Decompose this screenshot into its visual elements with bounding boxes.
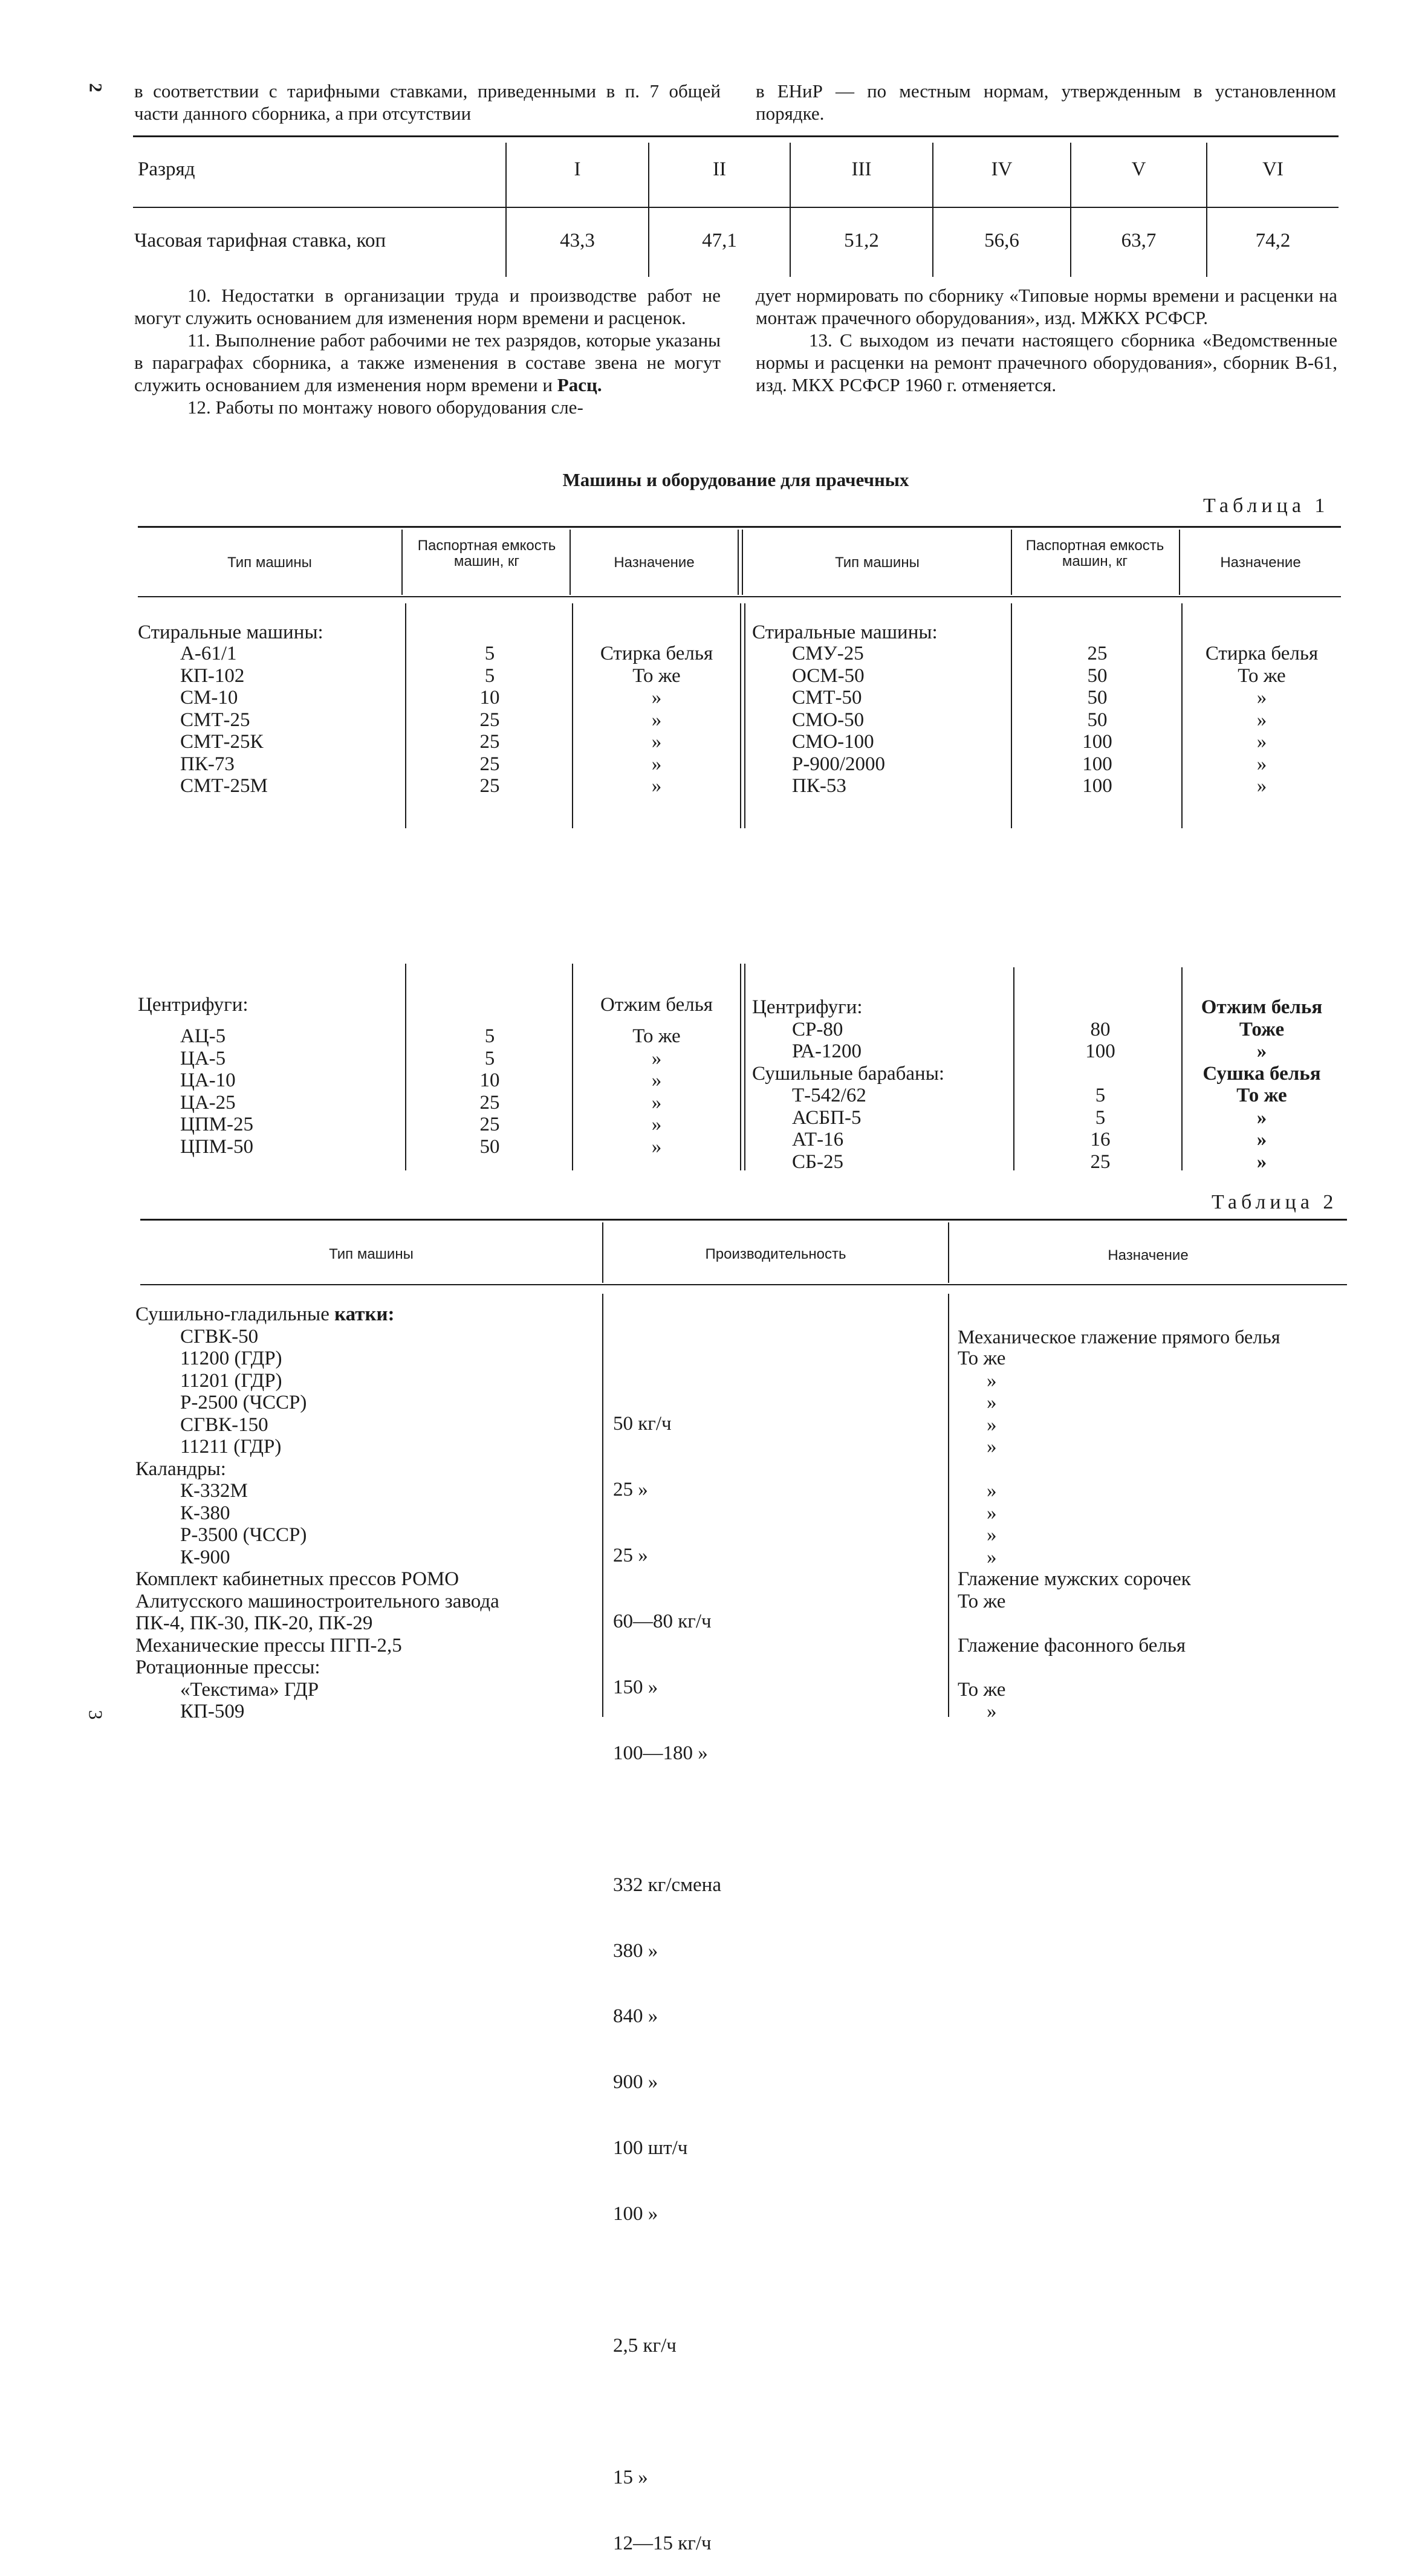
t2-row-name: ПК-4, ПК-30, ПК-20, ПК-29 — [135, 1612, 373, 1634]
t1-header-purpose-right: Назначение — [1220, 554, 1301, 571]
purpose-value: » — [1256, 753, 1267, 775]
t1-header-type-right: Тип машины — [835, 554, 920, 571]
machine-name: АСБП-5 — [792, 1106, 862, 1129]
capacity-value: 50 — [1087, 709, 1108, 731]
t2-row-prod: 15 » — [613, 2466, 648, 2488]
capacity-value: 25 — [479, 709, 500, 731]
purpose-value: То же — [1236, 1085, 1287, 1106]
t2-row-name: К-332М — [180, 1480, 248, 1502]
t2-header-purpose: Назначение — [1108, 1247, 1189, 1264]
purpose-value: » — [1256, 1040, 1267, 1062]
rate-4: 56,6 — [984, 230, 1019, 251]
t2-row-name: 11201 (ГДР) — [180, 1369, 282, 1392]
t2-row-name: Алитусского машиностроительного завода — [135, 1590, 499, 1612]
machine-name: РА-1200 — [792, 1040, 862, 1062]
capacity-value: 100 — [1082, 731, 1112, 753]
machine-name: Р-900/2000 — [792, 753, 886, 775]
t2-row-purpose: » — [987, 1546, 997, 1568]
capacity-value: 16 — [1090, 1129, 1111, 1150]
t2-row-purpose: » — [987, 1413, 997, 1436]
t2-row-purpose: То же — [958, 1348, 1006, 1369]
t2-row-prod: 900 » — [613, 2071, 658, 2094]
t2-row-name: Сушильно-гладильные катки: — [135, 1303, 395, 1325]
purpose-value: » — [651, 1114, 662, 1135]
machine-name: ЦА-25 — [180, 1091, 236, 1114]
t2-row-prod: 25 » — [613, 1545, 648, 1567]
grade-row-label: Разряд — [138, 158, 195, 180]
purpose-value: » — [651, 687, 662, 709]
t2-row-purpose: То же — [958, 1678, 1006, 1701]
t2-row-name: 11200 (ГДР) — [180, 1348, 282, 1369]
page-mark-bottom: 3 — [85, 1710, 107, 1720]
t2-row-purpose — [958, 1458, 1345, 1481]
purpose-value: » — [1256, 775, 1267, 797]
capacity-value: 10 — [479, 1069, 500, 1091]
capacity-value: 5 — [484, 1047, 495, 1069]
t2-row-name: Каландры: — [135, 1458, 226, 1480]
t1-names-washers-right — [792, 643, 885, 797]
t2-row-name: СГВК-150 — [180, 1413, 268, 1436]
machine-name: АЦ-5 — [180, 1025, 226, 1047]
t2-row-name: К-900 — [180, 1546, 230, 1568]
machine-name: ПК-53 — [792, 775, 846, 797]
t2-row-prod: 100 » — [613, 2203, 658, 2225]
t1-names-washers-left — [180, 643, 268, 797]
purpose-value: » — [651, 1135, 662, 1158]
purpose-value: Сушка белья — [1202, 1062, 1321, 1085]
t2-row-purpose: » — [987, 1524, 997, 1546]
t1-purposes-washers-right — [1183, 643, 1341, 797]
capacity-value: 50 — [1087, 664, 1108, 687]
t2-row-purpose — [958, 1612, 1345, 1635]
capacity-value: 100 — [1082, 753, 1112, 775]
t1-group-washers-right: Стиральные машины: — [752, 621, 938, 643]
machine-name: КП-102 — [180, 664, 245, 687]
capacity-value: 25 — [479, 775, 500, 797]
machine-name: ЦА-10 — [180, 1069, 236, 1091]
t2-row-prod — [613, 1808, 946, 1831]
t2-row-purpose: » — [987, 1502, 997, 1524]
purpose-value: » — [651, 1047, 662, 1069]
t2-row-prod — [613, 1347, 946, 1369]
t2-header-type: Тип машины — [329, 1246, 414, 1262]
t2-names — [135, 1303, 601, 1723]
t2-row-prod — [613, 2401, 946, 2423]
t2-row-name: КП-509 — [180, 1701, 245, 1722]
machine-name: СМ-10 — [180, 687, 238, 709]
machine-name: СМТ-25К — [180, 731, 264, 753]
t2-row-prod: 100 шт/ч — [613, 2137, 688, 2159]
rate-6: 74,2 — [1255, 230, 1291, 251]
machine-name: ЦПМ-50 — [180, 1135, 253, 1158]
group-label: Центрифуги: — [752, 996, 863, 1018]
rate-1: 43,3 — [560, 230, 595, 251]
paragraphs-left — [134, 284, 721, 418]
purpose-value: » — [1256, 731, 1267, 753]
t2-row-purpose — [958, 1656, 1345, 1679]
t2-row-prod: 332 кг/смена — [613, 1874, 721, 1896]
t2-row-prod: 12—15 кг/ч — [613, 2532, 712, 2554]
t1-group-washers-left: Стиральные машины: — [138, 621, 323, 643]
t2-row-prod: 100—180 » — [613, 1742, 708, 1764]
t1-header-type-left: Тип машины — [227, 554, 312, 571]
paragraphs-right — [756, 284, 1337, 396]
capacity-value: 100 — [1082, 775, 1112, 797]
t2-row-purpose: Глажение фасонного белья — [958, 1634, 1186, 1656]
machine-name: ЦА-5 — [180, 1047, 226, 1069]
t2-row-purpose: » — [987, 1701, 997, 1722]
t2-row-name: Р-3500 (ЧССР) — [180, 1524, 307, 1546]
capacity-value: 5 — [484, 643, 495, 664]
grade-4: IV — [991, 158, 1013, 180]
purpose-value: Отжим белья — [1201, 996, 1323, 1018]
paragraph-10: 10. Недостатки в организации труда и производстве работ не могут служить основанием для изменения норм времени и расценок. — [134, 285, 721, 328]
t2-row-purpose: » — [987, 1436, 997, 1458]
page-mark-top: 2 — [85, 83, 106, 92]
grade-2: II — [713, 158, 726, 180]
capacity-value: 25 — [1090, 1150, 1111, 1173]
t2-row-purpose: » — [987, 1392, 997, 1413]
purpose-value: Стирка белья — [600, 643, 713, 664]
t2-row-prod: 60—80 кг/ч — [613, 1611, 712, 1633]
capacity-value: 25 — [479, 753, 500, 775]
t2-row-name: «Текстима» ГДР — [180, 1678, 319, 1701]
t1-names-lower-right — [752, 996, 944, 1173]
purpose-value: » — [651, 731, 662, 753]
capacity-value: 5 — [484, 1025, 495, 1047]
rate-5: 63,7 — [1121, 230, 1157, 251]
capacity-value: 5 — [1095, 1106, 1106, 1129]
grade-1: I — [574, 158, 581, 180]
paragraph-13: 13. С выходом из печати настоящего сборника «Ведомственные нормы и расценки на ремонт прачечного оборудования», сборник В-61, изд. МКХ РСФСР 1960 г. отменяется. — [756, 329, 1337, 395]
machine-name: А-61/1 — [180, 643, 237, 664]
machine-name: СБ-25 — [792, 1150, 843, 1173]
t1-purposes-lower-right — [1183, 996, 1341, 1173]
t2-row-prod: 380 » — [613, 1939, 658, 1962]
purpose-value: То же — [632, 1025, 681, 1047]
t2-row-prod: 50 кг/ч — [613, 1413, 672, 1435]
purpose-value: То же — [632, 664, 681, 687]
t1-caps-washers-right — [1070, 643, 1125, 797]
machine-name: ЦПМ-25 — [180, 1114, 253, 1135]
table2-label: Таблица 2 — [1212, 1191, 1338, 1213]
t1-header-purpose-left: Назначение — [614, 554, 695, 571]
machine-name: СМО-100 — [792, 731, 874, 753]
paragraph-11: 11. Выполнение работ рабочими не тех разрядов, которые указаны в параграфах сборника, а также изменения в составе звена не могут служить основанием для изменения норм времени и Расц. — [134, 329, 721, 395]
grade-3: III — [851, 158, 872, 180]
t2-row-name: К-380 — [180, 1502, 230, 1524]
purpose-value: » — [651, 1069, 662, 1091]
capacity-value: 80 — [1090, 1018, 1111, 1040]
machine-name: СМТ-25 — [180, 709, 250, 731]
t2-row-name: Комплект кабинетных прессов РОМО — [135, 1568, 459, 1590]
t2-row-name: Ротационные прессы: — [135, 1656, 320, 1678]
purpose-value: » — [651, 1091, 662, 1114]
t2-row-name: Механические прессы ПГП-2,5 — [135, 1634, 402, 1656]
machine-name: ПК-73 — [180, 753, 235, 775]
t2-row-prod: 2,5 кг/ч — [613, 2335, 677, 2357]
machine-name: СМО-50 — [792, 709, 865, 731]
t1-header-capacity-right: Паспортная емкость машин, кг — [1025, 537, 1164, 569]
purpose-value: » — [1256, 687, 1267, 709]
capacity-value: 50 — [479, 1135, 500, 1158]
purpose-value: » — [1256, 1129, 1267, 1150]
machine-name: Т-542/62 — [792, 1085, 866, 1106]
t2-row-purpose: » — [987, 1480, 997, 1502]
t2-purposes — [958, 1303, 1345, 1723]
t2-row-purpose: Механическое глажение прямого белья — [958, 1325, 1280, 1348]
t1-caps-washers-left — [466, 643, 514, 797]
t2-row-purpose: Глажение мужских сорочек — [958, 1568, 1191, 1590]
grade-5: V — [1131, 158, 1146, 180]
intro-right: в ЕНиР — по местным нормам, утвержденным в установленном порядке. — [756, 80, 1336, 124]
rate-2: 47,1 — [702, 230, 737, 251]
t1-names-centrifuges-left — [180, 1025, 253, 1158]
section-title: Машины и оборудование для прачечных — [562, 469, 909, 490]
machine-name: СМТ-25М — [180, 775, 268, 797]
machine-name: СМТ-50 — [792, 687, 862, 709]
rate-row-label: Часовая тарифная ставка, коп — [134, 230, 386, 251]
machine-name: АТ-16 — [792, 1129, 844, 1150]
purpose-value: » — [651, 709, 662, 731]
rate-3: 51,2 — [844, 230, 879, 251]
t2-row-name: Р-2500 (ЧССР) — [180, 1392, 307, 1413]
t2-row-purpose: То же — [958, 1590, 1006, 1612]
capacity-value: 25 — [1087, 643, 1108, 664]
t2-row-name: 11211 (ГДР) — [180, 1436, 282, 1458]
t2-row-prod: 840 » — [613, 2005, 658, 2028]
purpose-value: Стирка белья — [1205, 643, 1319, 664]
t2-row-prod: 150 » — [613, 1676, 658, 1698]
table1-label: Таблица 1 — [1203, 495, 1329, 517]
purpose-value: » — [1256, 1106, 1267, 1129]
t1-purposes-centrifuges-left — [573, 1025, 740, 1158]
purpose-value: » — [1256, 709, 1267, 731]
purpose-value: То же — [1238, 664, 1286, 687]
t1-purpose-head-centrifuges-left: Отжим белья — [600, 994, 713, 1016]
purpose-value: » — [651, 753, 662, 775]
t1-caps-centrifuges-left — [466, 1025, 514, 1158]
capacity-value: 100 — [1085, 1040, 1115, 1062]
t1-caps-lower-right — [1070, 996, 1131, 1173]
t2-row-purpose — [958, 1303, 1345, 1326]
t2-row-prod: 25 » — [613, 1479, 648, 1501]
t2-header-productivity: Производительность — [705, 1246, 846, 1262]
grade-6: VI — [1262, 158, 1284, 180]
purpose-value: » — [651, 775, 662, 797]
capacity-value: 25 — [479, 731, 500, 753]
intro-left: в соответствии с тарифными ставками, приведенными в п. 7 общей части данного сборника, а при отсутствии — [134, 80, 721, 124]
capacity-value: 10 — [479, 687, 500, 709]
paragraph-12: 12. Работы по монтажу нового оборудования сле- — [187, 397, 583, 418]
capacity-value: 25 — [479, 1091, 500, 1114]
capacity-value: 5 — [484, 664, 495, 687]
t2-productivity — [613, 1303, 946, 2576]
machine-name: СМУ-25 — [792, 643, 864, 664]
machine-name: ОСМ-50 — [792, 664, 865, 687]
capacity-value: 25 — [479, 1114, 500, 1135]
capacity-value: 5 — [1095, 1085, 1106, 1106]
group-label: Сушильные барабаны: — [752, 1062, 945, 1085]
t2-row-purpose: » — [987, 1369, 997, 1392]
t2-row-name: СГВК-50 — [180, 1325, 259, 1348]
t1-group-centrifuges-left: Центрифуги: — [138, 994, 248, 1016]
purpose-value: Тоже — [1239, 1018, 1285, 1040]
capacity-value: 50 — [1087, 687, 1108, 709]
machine-name: СР-80 — [792, 1018, 843, 1040]
t1-purposes-washers-left — [573, 643, 740, 797]
t1-header-capacity-left: Паспортная емкость машин, кг — [417, 537, 556, 569]
purpose-value: » — [1256, 1150, 1267, 1173]
paragraph-12-continued: дует нормировать по сборнику «Типовые нормы времени и расценки на монтаж прачечного оборудования», изд. МЖКХ РСФСР. — [756, 285, 1337, 328]
t2-row-prod — [613, 2269, 946, 2291]
